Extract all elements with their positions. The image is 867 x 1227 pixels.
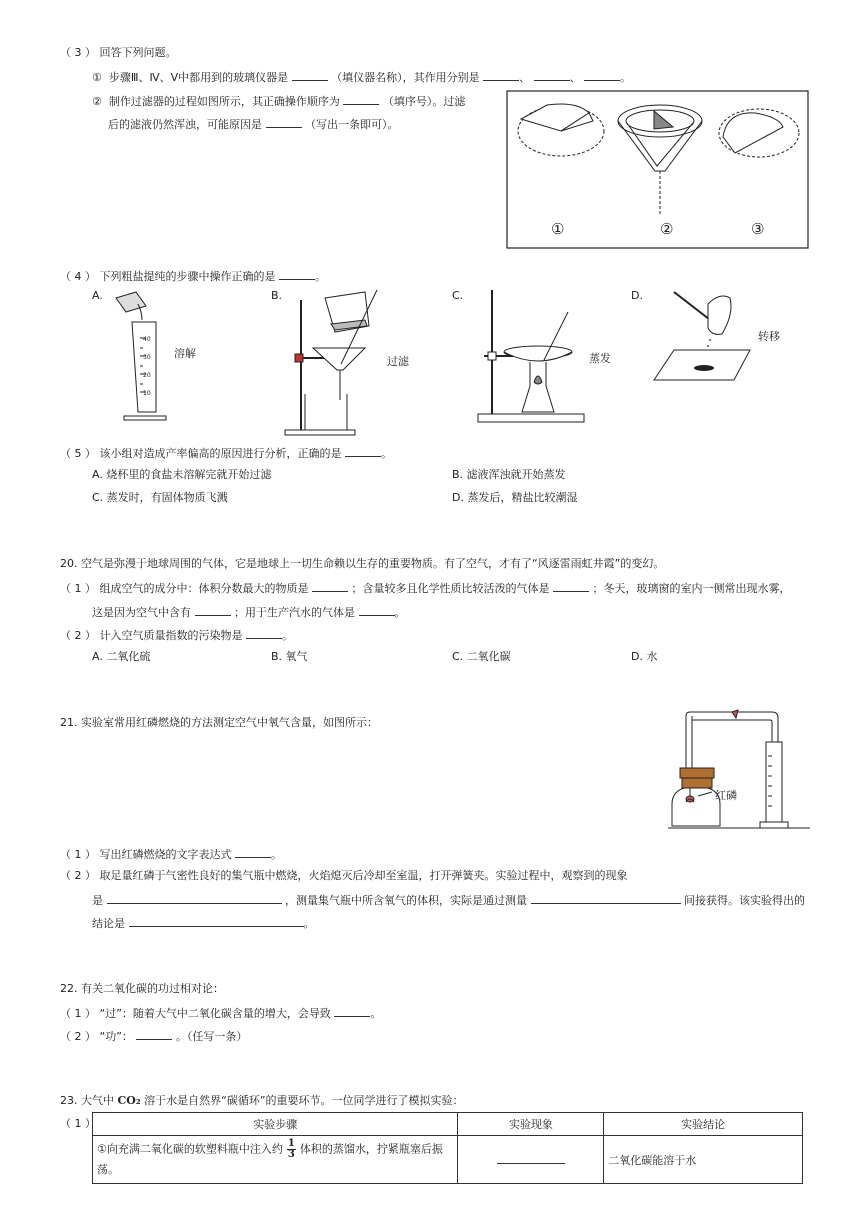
part-number: （ 3 ） bbox=[60, 46, 96, 59]
answer-blank[interactable] bbox=[279, 268, 315, 280]
q19-item2-line: ② 制作过滤器的过程如图所示，其正确操作顺序为 （填序号）。过滤 bbox=[92, 95, 466, 108]
q22-stem: 22. 有关二氧化碳的功过相对论： bbox=[60, 982, 224, 995]
filter-folding-figure bbox=[507, 91, 809, 249]
table-row bbox=[93, 1136, 803, 1184]
option[interactable]: D. 蒸发后，精盐比较潮湿 bbox=[452, 491, 578, 504]
part-number: （ 2 ） bbox=[60, 1030, 96, 1043]
q19-item1-line: ① 步骤Ⅲ、Ⅳ、Ⅴ中都用到的玻璃仪器是 （填仪器名称），其作用分别是 、 、 。 bbox=[92, 71, 632, 84]
q21-part2-line: （ 2 ） 取足量红磷于气密性良好的集气瓶中燃烧，火焰熄灭后冷却至室温，打开弹簧夹。实验过程中，观察到的现象 bbox=[60, 869, 628, 882]
transfer-figure bbox=[650, 288, 780, 388]
option[interactable]: B. 滤液浑浊就开始蒸发 bbox=[452, 468, 566, 481]
option-letter-b[interactable]: B. bbox=[271, 289, 283, 302]
co2-formula: CO₂ bbox=[117, 1094, 141, 1107]
answer-blank[interactable] bbox=[584, 69, 620, 81]
operation-label: 转移 bbox=[758, 330, 780, 343]
filter-label: ③ bbox=[751, 220, 765, 238]
cylinder-tick: 30 bbox=[143, 354, 151, 361]
operation-label: 过滤 bbox=[387, 355, 409, 368]
cylinder-tick: 10 bbox=[143, 390, 151, 397]
answer-blank[interactable] bbox=[343, 93, 379, 105]
answer-blank[interactable] bbox=[312, 580, 348, 592]
item-mark: ② bbox=[92, 95, 102, 108]
option-letter-c[interactable]: C. bbox=[452, 289, 464, 302]
answer-blank[interactable] bbox=[334, 1005, 370, 1017]
q21-stem: 21. 实验室常用红磷燃烧的方法测定空气中氧气含量，如图所示： bbox=[60, 716, 378, 729]
table-header-row bbox=[93, 1113, 803, 1136]
answer-blank[interactable] bbox=[266, 116, 302, 128]
answer-blank[interactable] bbox=[136, 1028, 172, 1040]
dissolve-figure bbox=[112, 290, 202, 425]
operation-label: 蒸发 bbox=[589, 352, 611, 365]
part-number: （ 1 ） bbox=[60, 1117, 96, 1130]
option[interactable]: C. 二氧化碳 bbox=[452, 650, 511, 663]
experiment-table bbox=[92, 1112, 803, 1184]
q23-stem: 23. 大气中 CO₂ 溶于水是自然界“碳循环”的重要环节。一位同学进行了模拟实验： bbox=[60, 1094, 464, 1107]
q21-part2-line2: 是 ，测量集气瓶中所含氧气的体积，实际是通过测量 间接获得。该实验得出的 bbox=[92, 894, 805, 907]
answer-blank[interactable] bbox=[107, 892, 282, 904]
part-number: （ 1 ） bbox=[60, 582, 96, 595]
answer-blank[interactable] bbox=[497, 1152, 565, 1164]
answer-blank[interactable] bbox=[345, 445, 381, 457]
q20-stem: 20. 空气是弥漫于地球周围的气体，它是地球上一切生命赖以生存的重要物质。有了空气，才有了“风逐雷雨虹井霞”的变幻。 bbox=[60, 557, 665, 570]
answer-blank[interactable] bbox=[534, 69, 570, 81]
answer-blank[interactable] bbox=[235, 846, 271, 858]
q19-part4-line: （ 4 ） 下列粗盐提纯的步骤中操作正确的是 。 bbox=[60, 270, 326, 283]
option[interactable]: D. 水 bbox=[631, 650, 658, 663]
answer-blank[interactable] bbox=[483, 69, 519, 81]
option[interactable]: B. 氧气 bbox=[271, 650, 308, 663]
q21-part1-line: （ 1 ） 写出红磷燃烧的文字表达式 。 bbox=[60, 848, 282, 861]
option[interactable]: A. 二氧化硫 bbox=[92, 650, 151, 663]
operation-label: 溶解 bbox=[174, 347, 196, 360]
q20-part1-line: （ 1 ） 组成空气的成分中：体积分数最大的物质是 ；含量较多且化学性质比较活泼的气体是 ；冬天，玻璃窗的室内一侧常出现水雾， bbox=[60, 582, 791, 595]
q21-part2-line3: 结论是 。 bbox=[92, 917, 315, 930]
q19-part5-line: （ 5 ） 该小组对造成产率偏高的原因进行分析，正确的是 。 bbox=[60, 447, 392, 460]
filter-label: ② bbox=[660, 220, 674, 238]
option-letter-d[interactable]: D. bbox=[631, 289, 643, 302]
header-phenomenon: 实验现象 bbox=[458, 1113, 604, 1136]
part-number: （ 4 ） bbox=[60, 270, 96, 283]
phenomenon-cell bbox=[458, 1136, 604, 1184]
answer-blank[interactable] bbox=[531, 892, 681, 904]
q20-part1-line2: 这是因为空气中含有 ；用于生产汽水的气体是 。 bbox=[92, 606, 406, 619]
part-number: （ 1 ） bbox=[60, 1007, 96, 1020]
header-conclusion: 实验结论 bbox=[604, 1113, 803, 1136]
q19-part3-line bbox=[60, 46, 177, 60]
part-number: （ 2 ） bbox=[60, 629, 96, 642]
option[interactable]: A. 烧杯里的食盐未溶解完就开始过滤 bbox=[92, 468, 272, 481]
apparatus-label: 红磷 bbox=[715, 789, 737, 802]
answer-blank[interactable] bbox=[129, 915, 304, 927]
conclusion-cell: 二氧化碳能溶于水 bbox=[604, 1136, 803, 1184]
answer-blank[interactable] bbox=[553, 580, 589, 592]
part-number: （ 1 ） bbox=[60, 848, 96, 861]
answer-blank[interactable] bbox=[292, 69, 328, 81]
option[interactable]: C. 蒸发时，有固体物质飞溅 bbox=[92, 491, 228, 504]
part-number: （ 2 ） bbox=[60, 869, 96, 882]
answer-blank[interactable] bbox=[246, 627, 282, 639]
q22-part1-line: （ 1 ） “过”：随着大气中二氧化碳含量的增大，会导致 。 bbox=[60, 1007, 382, 1020]
filter-label: ① bbox=[551, 220, 565, 238]
step-cell: ①向充满二氧化碳的软塑料瓶中注入约 $\frac{1}{3}$ 体积的蒸馏水，拧紧瓶塞后振 荡。 bbox=[93, 1136, 458, 1184]
cylinder-tick: 20 bbox=[143, 372, 151, 379]
cylinder-tick: 40 bbox=[143, 336, 151, 343]
evaporation-figure bbox=[474, 290, 624, 432]
red-phosphorus-apparatus bbox=[668, 712, 810, 832]
filtration-figure bbox=[285, 290, 425, 438]
q20-part2-line: （ 2 ） 计入空气质量指数的污染物是 。 bbox=[60, 629, 293, 642]
part-number: （ 5 ） bbox=[60, 447, 96, 460]
q19-item2-line2: 后的滤液仍然浑浊，可能原因是 （写出一条即可）。 bbox=[108, 118, 399, 131]
fraction-one-third: $\frac{1}{3}$ bbox=[287, 1138, 295, 1160]
item-mark: ① bbox=[92, 71, 102, 84]
header-steps: 实验步骤 bbox=[93, 1113, 458, 1136]
part-title: 回答下列问题。 bbox=[99, 46, 177, 59]
answer-blank[interactable] bbox=[195, 604, 231, 616]
option-letter-a[interactable]: A. bbox=[92, 289, 103, 302]
q22-part2-line: （ 2 ） “功”： 。（任写一条） bbox=[60, 1030, 248, 1043]
answer-blank[interactable] bbox=[359, 604, 395, 616]
